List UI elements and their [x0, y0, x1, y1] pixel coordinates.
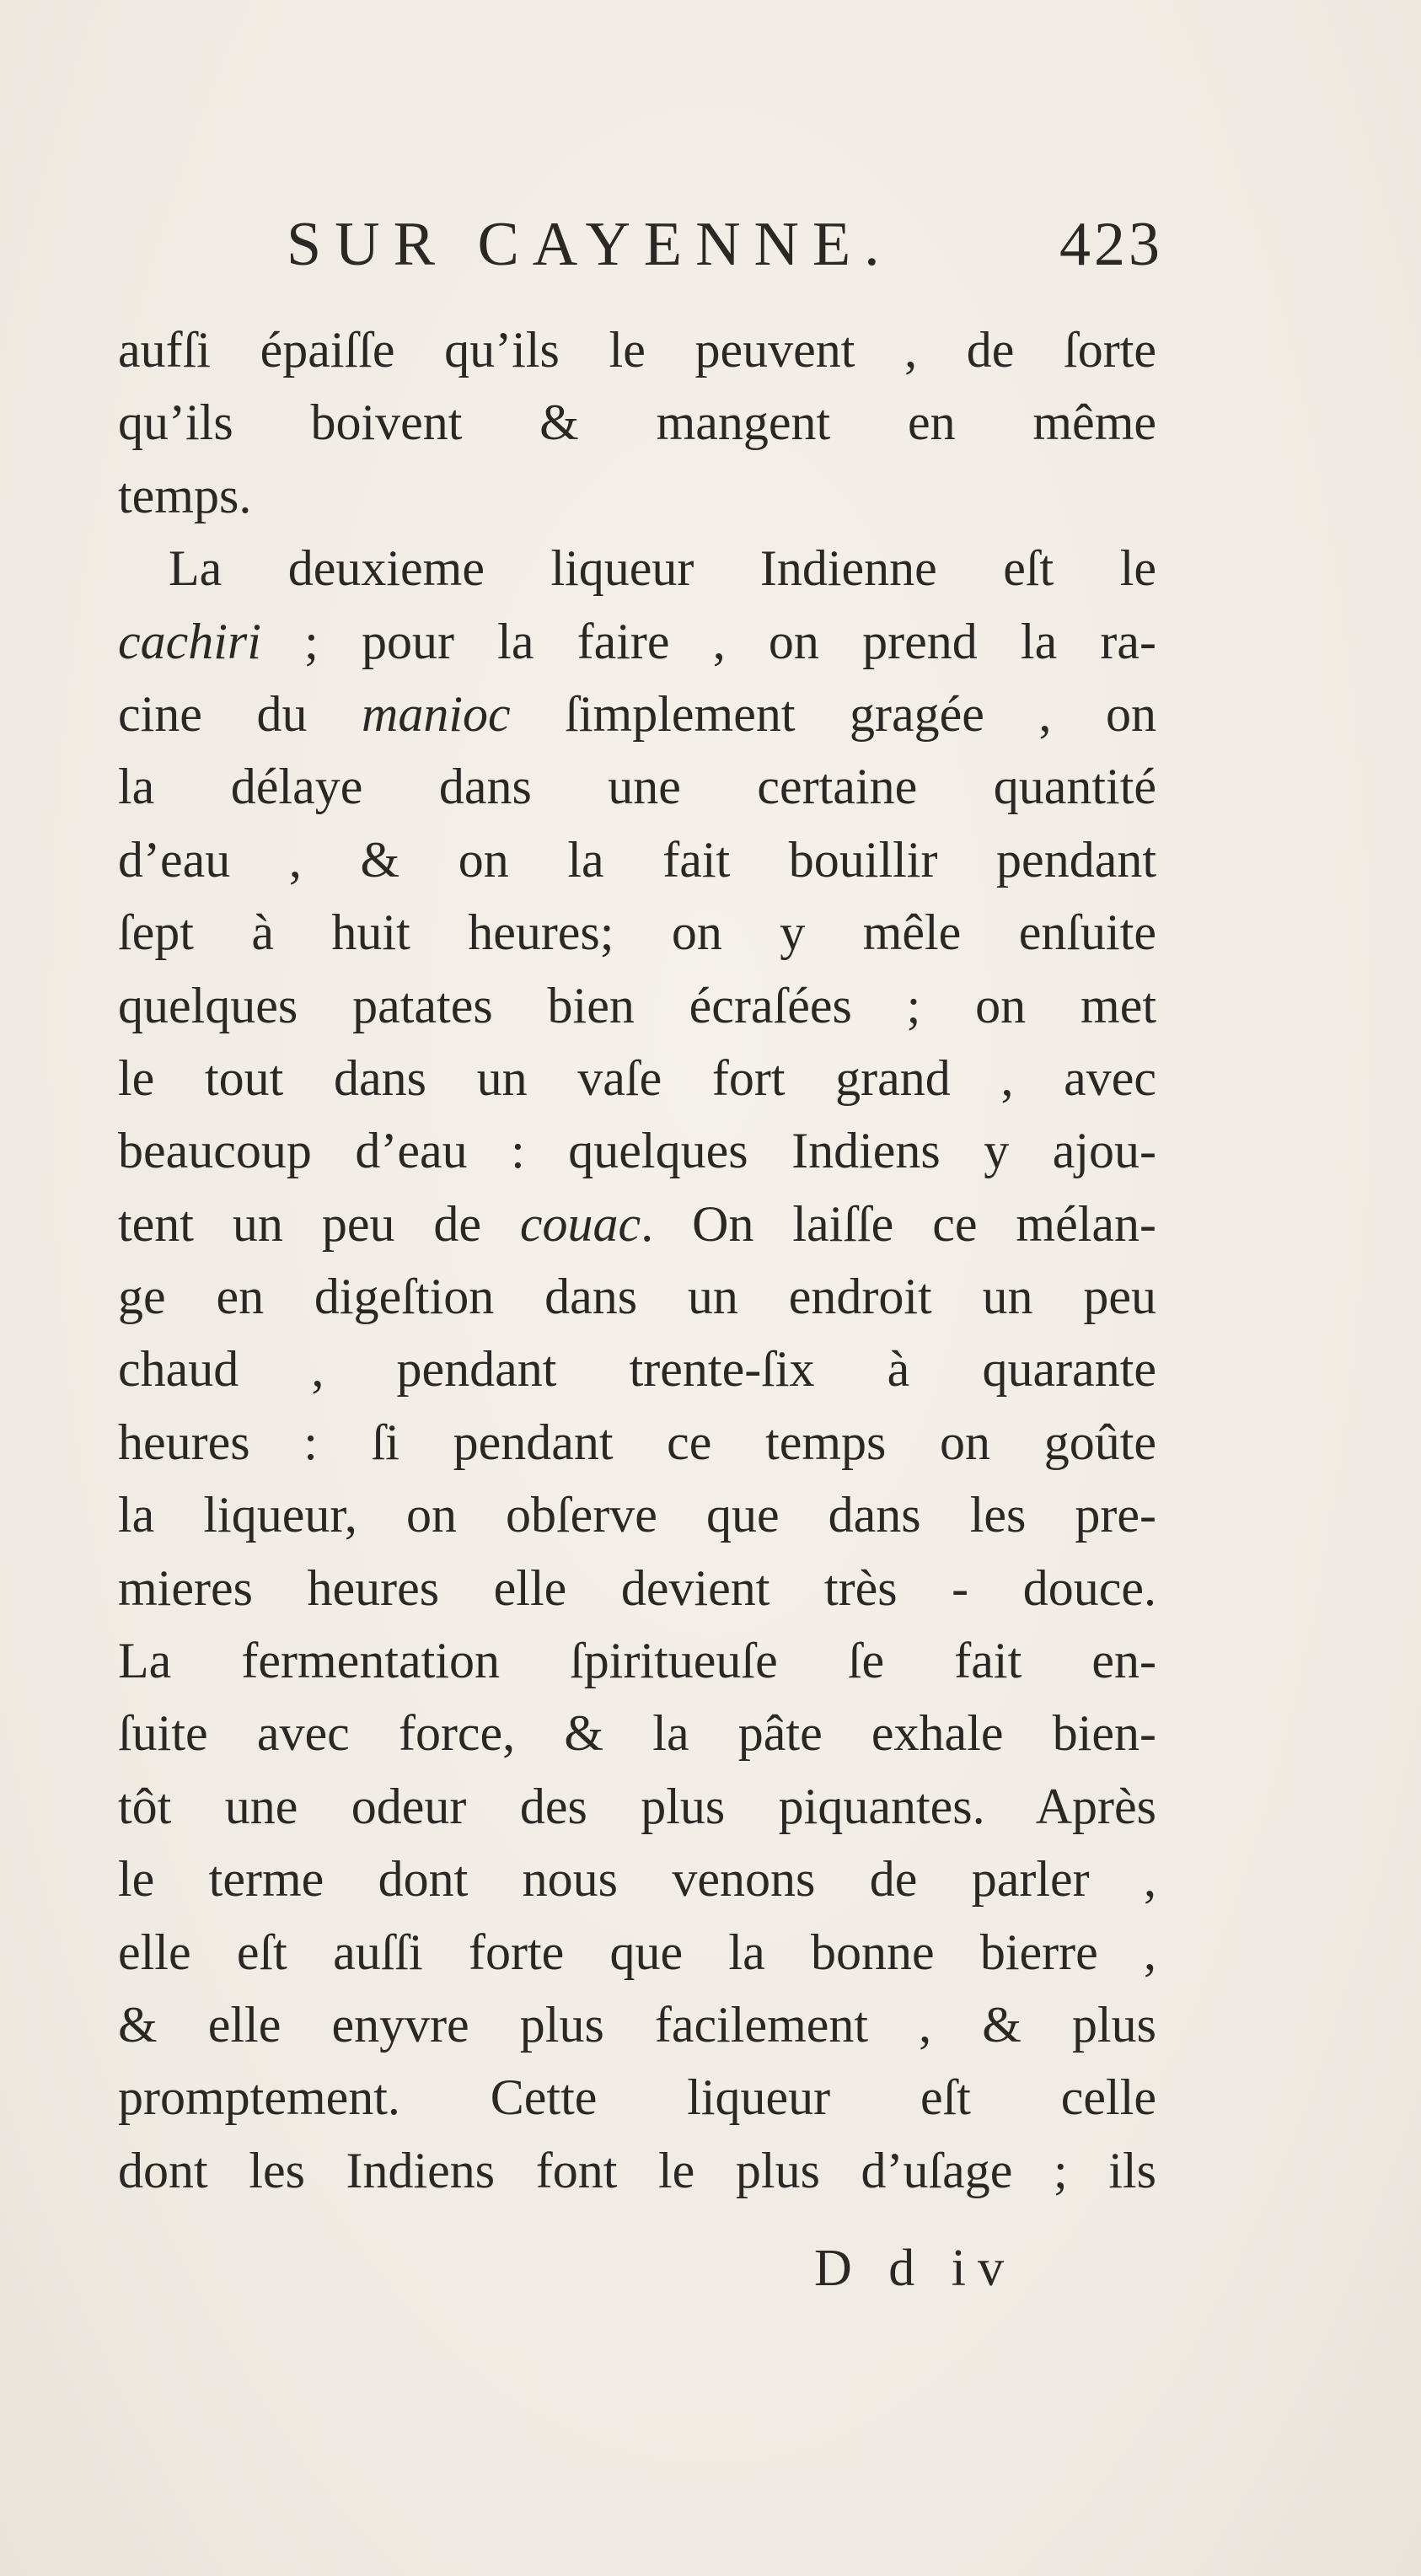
text-line: d’eau , & on la fait bouillir pendant	[118, 831, 1156, 888]
text-line: ſept à huit heures; on y mêle enſuite	[118, 904, 1156, 961]
text-line: chaud , pendant trente-ſix à quarante	[118, 1341, 1156, 1398]
page-number: 423	[1059, 210, 1163, 279]
text-line: promptement. Cette liqueur eſt celle	[118, 2069, 1156, 2126]
printer-signature: D d iv	[814, 2240, 1016, 2297]
italic-term: couac	[519, 1195, 641, 1252]
text-segment: ſimplement gragée , on	[510, 685, 1157, 742]
text-line: aufſi épaiſſe qu’ils le peuvent , de ſorte	[118, 322, 1156, 378]
italic-term: manioc	[362, 685, 511, 742]
text-line: ge en digeſtion dans un endroit un peu	[118, 1269, 1156, 1325]
page-header	[287, 209, 1163, 293]
body-text	[118, 314, 1156, 2207]
text-line	[118, 605, 1156, 678]
text-segment: . On laiſſe ce mélan-	[641, 1195, 1156, 1252]
text-line	[118, 532, 1156, 604]
text-segment: cine du	[118, 685, 362, 742]
italic-term: cachiri	[118, 613, 261, 669]
text-line: le terme dont nous venons de parler ,	[118, 1851, 1156, 1908]
text-line: la délaye dans une certaine quantité	[118, 759, 1156, 815]
text-line: beaucoup d’eau : quelques Indiens y ajou-	[118, 1123, 1156, 1179]
text-segment: tent un peu de	[118, 1195, 520, 1252]
text-line: dont les Indiens font le plus d’uſage ; ils	[118, 2142, 1156, 2198]
text-line: temps.	[118, 467, 252, 523]
text-line	[118, 678, 1156, 750]
running-title: SUR CAYENNE.	[287, 210, 893, 279]
text-line: le tout dans un vaſe fort grand , avec	[118, 1049, 1156, 1106]
text-line: elle eſt auſſi forte que la bonne bierre ,	[118, 1924, 1156, 1980]
text-line: ſuite avec force, & la pâte exhale bien-	[118, 1705, 1156, 1762]
text-line: qu’ils boivent & mangent en même	[118, 394, 1156, 451]
text-line: tôt une odeur des plus piquantes. Après	[118, 1778, 1156, 1834]
text-line: mieres heures elle devient très - douce.	[118, 1559, 1156, 1616]
text-line: & elle enyvre plus facilement , & plus	[118, 1996, 1156, 2053]
text-line	[118, 1188, 1156, 1260]
text-line: quelques patates bien écraſées ; on met	[118, 977, 1156, 1033]
text-line: la liqueur, on obſerve que dans les pre-	[118, 1487, 1156, 1543]
text-line: La fermentation ſpiritueuſe ſe fait en-	[118, 1633, 1156, 1689]
text-segment: ; pour la faire , on prend la ra-	[260, 613, 1156, 669]
text-segment: La deuxieme liqueur Indienne eſt le	[169, 540, 1156, 597]
text-line: heures : ſi pendant ce temps on goûte	[118, 1414, 1156, 1470]
